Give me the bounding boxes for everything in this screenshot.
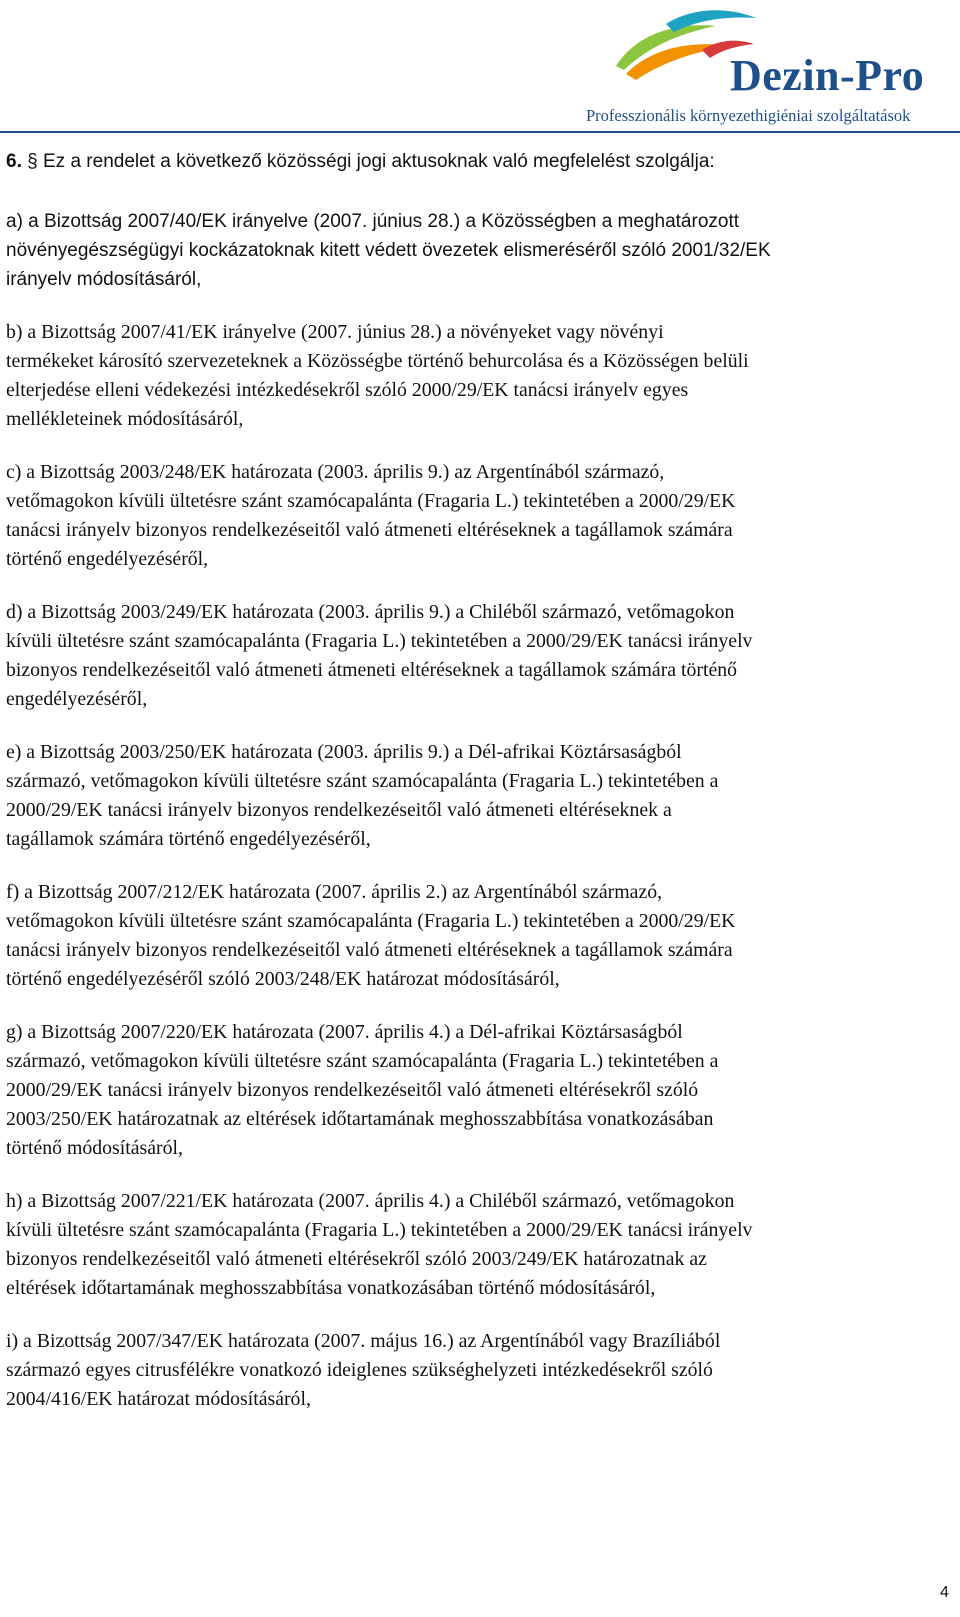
item-line: d) a Bizottság 2003/249/EK határozata (2003. április 9.) a Chiléből származó, vetőmagokon [6, 601, 735, 623]
brand-name: Dezin-Pro [730, 51, 925, 100]
list-item [6, 207, 956, 294]
item-line: i) a Bizottság 2007/347/EK határozata (2007. május 16.) az Argentínából vagy Brazíliából [6, 1330, 721, 1352]
item-line: vetőmagokon kívüli ültetésre szánt szamócapalánta (Fragaria L.) tekintetében a 2000/29/EK [6, 910, 736, 932]
list-item [6, 1018, 956, 1163]
item-line: engedélyezéséről, [6, 688, 148, 710]
directive-list [6, 207, 956, 1438]
page-number: 4 [940, 1584, 949, 1601]
item-line: eltérések időtartamának meghosszabbítása vonatkozásában történő módosításáról, [6, 1277, 656, 1299]
list-item [6, 458, 956, 574]
item-line: irányelv módosításáról, [6, 269, 202, 290]
page-header [0, 0, 960, 135]
item-line: növényegészségügyi kockázatoknak kitett védett övezetek elismeréséről szóló 2001/32/EK [6, 240, 771, 261]
list-item [6, 598, 956, 714]
item-line: c) a Bizottság 2003/248/EK határozata (2003. április 9.) az Argentínából származó, [6, 461, 665, 483]
item-line: h) a Bizottság 2007/221/EK határozata (2007. április 4.) a Chiléből származó, vetőmagokon [6, 1190, 735, 1212]
item-line: származó, vetőmagokon kívüli ültetésre szánt szamócapalánta (Fragaria L.) tekintetében a [6, 770, 719, 792]
item-line: történő engedélyezéséről szóló 2003/248/EK határozat módosításáról, [6, 968, 560, 990]
item-line: bizonyos rendelkezéseitől való átmeneti eltérésekről szóló 2003/249/EK határozatnak az [6, 1248, 707, 1270]
item-line: származó, vetőmagokon kívüli ültetésre szánt szamócapalánta (Fragaria L.) tekintetében a [6, 1050, 719, 1072]
item-line: f) a Bizottság 2007/212/EK határozata (2007. április 2.) az Argentínából származó, [6, 881, 663, 903]
paragraph-sign: § [27, 151, 38, 172]
header-divider [0, 131, 960, 133]
item-line: elterjedése elleni védekezési intézkedésekről szóló 2000/29/EK tanácsi irányelv egyes [6, 379, 689, 401]
item-line: vetőmagokon kívüli ültetésre szánt szamócapalánta (Fragaria L.) tekintetében a 2000/29/EK [6, 490, 736, 512]
item-line: tanácsi irányelv bizonyos rendelkezéseitől való átmeneti eltéréseknek a tagállamok számára [6, 519, 733, 541]
brand-tagline: Professzionális környezethigiéniai szolgáltatások [586, 106, 911, 125]
item-line: 2000/29/EK tanácsi irányelv bizonyos rendelkezéseitől való átmeneti eltérésekről szóló [6, 1079, 699, 1101]
section-heading [6, 150, 715, 174]
item-line: kívüli ültetésre szánt szamócapalánta (Fragaria L.) tekintetében a 2000/29/EK tanácsi irányelv [6, 1219, 753, 1241]
item-line: 2000/29/EK tanácsi irányelv bizonyos rendelkezéseitől való átmeneti eltéréseknek a [6, 799, 672, 821]
item-line: b) a Bizottság 2007/41/EK irányelve (2007. június 28.) a növényeket vagy növényi [6, 321, 664, 343]
item-line: g) a Bizottság 2007/220/EK határozata (2007. április 4.) a Dél-afrikai Köztársaságból [6, 1021, 683, 1043]
item-line: 2003/250/EK határozatnak az eltérések időtartamának meghosszabbítása vonatkozásában [6, 1108, 714, 1130]
list-item [6, 318, 956, 434]
item-line: történő módosításáról, [6, 1137, 183, 1159]
item-line: bizonyos rendelkezéseitől való átmeneti átmeneti eltéréseknek a tagállamok számára történő [6, 659, 738, 681]
list-item [6, 1187, 956, 1303]
section-title-text: Ez a rendelet a következő közösségi jogi aktusoknak való megfelelést szolgálja: [43, 151, 715, 172]
item-line: tagállamok számára történő engedélyezéséről, [6, 828, 371, 850]
item-line: a) a Bizottság 2007/40/EK irányelve (2007. június 28.) a Közösségben a meghatározott [6, 211, 740, 232]
item-line: történő engedélyezéséről, [6, 548, 209, 570]
item-line: 2004/416/EK határozat módosításáról, [6, 1388, 311, 1410]
section-number: 6. [6, 151, 22, 172]
item-line: e) a Bizottság 2003/250/EK határozata (2003. április 9.) a Dél-afrikai Köztársaságból [6, 741, 682, 763]
item-line: mellékleteinek módosításáról, [6, 408, 244, 430]
item-line: kívüli ültetésre szánt szamócapalánta (Fragaria L.) tekintetében a 2000/29/EK tanácsi irányelv [6, 630, 753, 652]
item-line: tanácsi irányelv bizonyos rendelkezéseitől való átmeneti eltéréseknek a tagállamok számára [6, 939, 733, 961]
list-item [6, 738, 956, 854]
item-line: származó egyes citrusfélékre vonatkozó ideiglenes szükséghelyzeti intézkedésekről szóló [6, 1359, 713, 1381]
list-item [6, 878, 956, 994]
list-item [6, 1327, 956, 1414]
item-line: termékeket károsító szervezeteknek a Közösségbe történő behurcolása és a Közösségen belüli [6, 350, 749, 372]
